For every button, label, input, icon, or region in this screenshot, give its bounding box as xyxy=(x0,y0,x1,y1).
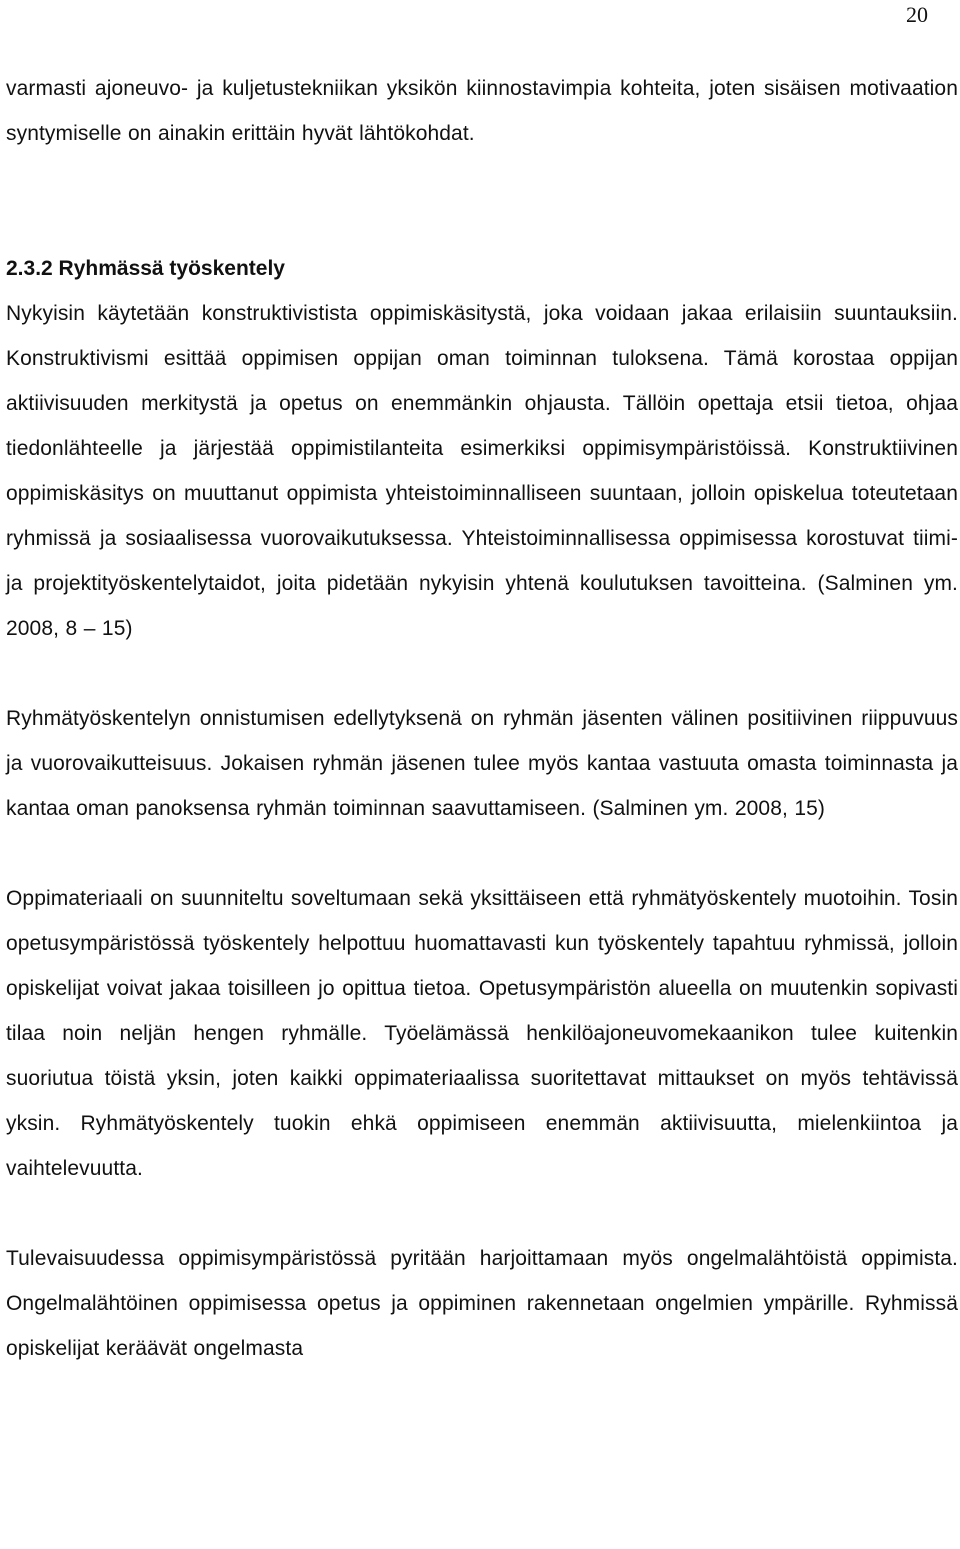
paragraph-future: Tulevaisuudessa oppimisympäristössä pyritään harjoittamaan myös ongelmalähtöistä oppimista. Ongelmalähtöinen oppimisessa opetus ja oppiminen rakennetaan ongelmien ympärille. Ryhmissä opiskelijat keräävät ongelmasta xyxy=(6,1247,958,1360)
section-heading: 2.3.2 Ryhmässä työskentely xyxy=(6,257,285,280)
paragraph-spacer xyxy=(6,156,958,201)
paragraph-constructivism: Nykyisin käytetään konstruktivistista oppimiskäsitystä, joka voidaan jakaa erilaisiin suuntauksiin. Konstruktivismi esittää oppimisen oppijan oman toiminnan tuloksena. Tämä korostaa oppijan aktiivisuuden merkitystä ja opetus on enemmänkin ohjausta. Tällöin opettaja etsii tietoa, ohjaa tiedonlähteelle ja järjestää oppimistilanteita esimerkiksi oppimisympäristöissä. Konstruktiivinen oppimiskäsitys on muuttanut oppimista yhteistoiminnalliseen suuntaan, jolloin opiskelua toteutetaan ryhmissä ja sosiaalisessa vuorovaikutuksessa. Yhteistoiminnallisessa oppimisessa korostuvat tiimi- ja projektityöskentelytaidot, joita pidetään nykyisin yhtenä koulutuksen tavoitteina. (Salminen ym. 2008, 8 – 15) xyxy=(6,302,958,640)
paragraph-spacer xyxy=(6,201,958,246)
paragraph-spacer xyxy=(6,831,958,876)
page-number: 20 xyxy=(906,2,928,27)
paragraph-learning-material: Oppimateriaali on suunniteltu soveltumaan sekä yksittäiseen että ryhmätyöskentely muotoihin. Tosin opetusympäristössä työskentely helpottuu huomattavasti kun työskentely tapahtuu ryhmissä, jolloin opiskelijat voivat jakaa toisilleen jo opittua tietoa. Opetusympäristön alueella on muutenkin sopivasti tilaa noin neljän hengen ryhmälle. Työelämässä henkilöajoneuvomekaanikon tulee kuitenkin suoriutua töistä yksin, joten kaikki oppimateriaalissa suoritettavat mittaukset on myös tehtävissä yksin. Ryhmätyöskentely tuokin ehkä oppimiseen enemmän aktiivisuutta, mielenkiintoa ja vaihtelevuutta. xyxy=(6,887,958,1180)
paragraph-spacer xyxy=(6,1191,958,1236)
paragraph-intro: varmasti ajoneuvo- ja kuljetustekniikan yksikön kiinnostavimpia kohteita, joten sisäisen motivaation syntymiselle on ainakin erittäin hyvät lähtökohdat. xyxy=(6,77,958,145)
document-body xyxy=(6,66,958,1371)
paragraph-group-work-conditions: Ryhmätyöskentelyn onnistumisen edellytyksenä on ryhmän jäsenten välinen positiivinen riippuvuus ja vuorovaikutteisuus. Jokaisen ryhmän jäsenen tulee myös kantaa vastuuta omasta toiminnasta ja kantaa oman panoksensa ryhmän toiminnan saavuttamiseen. (Salminen ym. 2008, 15) xyxy=(6,707,958,820)
paragraph-spacer xyxy=(6,651,958,696)
